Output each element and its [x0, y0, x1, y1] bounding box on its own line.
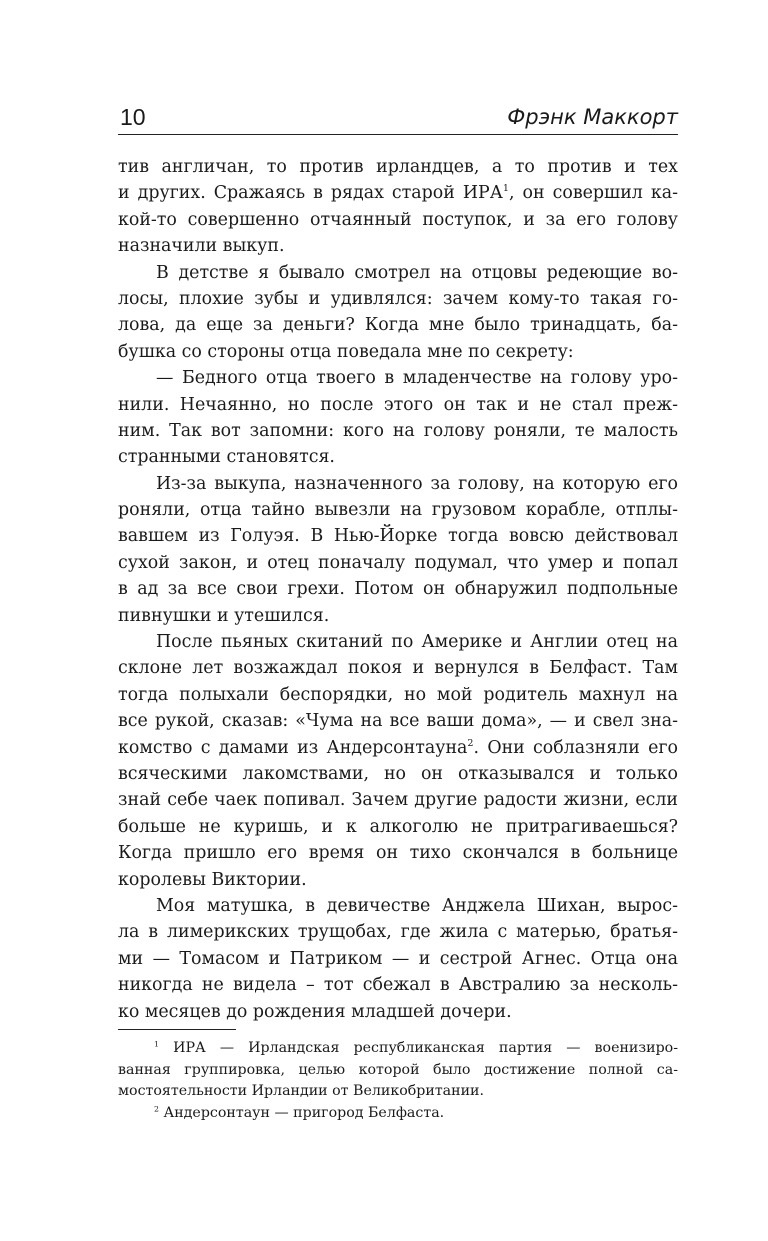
text-line: знай себе чаек попивал. Зачем другие радости жизни, если	[118, 790, 678, 811]
text-line: никогда не видела – тот сбежал в Австралию за несколь-	[118, 975, 678, 996]
text-line: назначили выкуп.	[118, 236, 285, 257]
text-segment: ИРА — Ирландская республиканская партия — военизиро-	[173, 1040, 678, 1056]
main-text	[118, 154, 678, 1025]
footnote-line: ванная группировка, целью которой было достижение полной са-	[118, 1061, 678, 1078]
text-line: королевы Виктории.	[118, 869, 307, 890]
text-line: кой-то совершенно отчаянный поступок, и за его голову	[118, 209, 678, 230]
paragraph-first-line: В детстве я бывало смотрел на отцовы редеющие во-	[156, 262, 678, 283]
text-line: ко месяцев до рождения младшей дочери.	[118, 1001, 512, 1022]
paragraph-first-line: Из-за выкупа, назначенного за голову, на которую его	[156, 473, 678, 494]
text-segment: комство с дамами из Андерсонтауна	[118, 737, 468, 758]
text-segment: , он совершил ка-	[509, 183, 678, 204]
footnote-line: мостоятельности Ирландии от Великобритании.	[118, 1083, 485, 1100]
running-title: Фрэнк Маккорт	[507, 105, 678, 129]
text-line: в ад за все свои грехи. Потом он обнаружил подпольные	[118, 579, 678, 600]
text-line	[118, 735, 678, 761]
page-header	[118, 100, 678, 135]
footnote-mark: 1	[154, 1039, 159, 1049]
text-line: пивнушки и утешился.	[118, 605, 330, 626]
footnote-ref: 1	[502, 183, 509, 195]
text-line: всяческими лакомствами, но он отказывался и только	[118, 763, 678, 784]
text-line: тив англичан, то против ирландцев, а то против и тех	[118, 157, 678, 177]
text-line: ла в лимерикских трущобах, где жила с матерью, братья-	[118, 922, 678, 943]
text-line: ним. Так вот запомни: кого на голову роняли, те малость	[118, 420, 678, 441]
text-line: все рукой, сказав: «Чума на все ваши дома», — и свел зна-	[118, 711, 678, 732]
text-segment: и других. Сражаясь в рядах старой ИРА	[118, 183, 503, 204]
text-line: лова, да еще за деньги? Когда мне было тринадцать, ба-	[118, 315, 678, 336]
text-line: лосы, плохие зубы и удивлялся: зачем кому-то такая го-	[118, 288, 678, 309]
text-line: роняли, отца тайно вывезли на грузовом корабле, отплы-	[118, 500, 678, 521]
text-line: бушка со стороны отца поведала мне по секрету:	[118, 341, 574, 362]
footnotes	[118, 1038, 678, 1124]
paragraph-first-line: — Бедного отца твоего в младенчестве на голову уро-	[156, 368, 678, 389]
text-line: склоне лет возжаждал покоя и вернулся в Белфаст. Там	[118, 658, 678, 679]
text-line	[118, 180, 678, 206]
footnote-ref: 2	[467, 737, 474, 749]
text-line: Когда пришло его время он тихо скончался в больнице	[118, 843, 678, 864]
text-line: странными становятся.	[118, 447, 335, 468]
text-line: больше не куришь, и к алкоголю не притрагиваешься?	[118, 816, 678, 837]
text-line: вавшем из Голуэя. В Нью-Йорке тогда вовсю действовал	[118, 526, 678, 547]
text-line: тогда полыхали беспорядки, но мой родитель махнул на	[118, 684, 678, 705]
footnote-line	[118, 1103, 678, 1125]
text-segment: Андерсонтаун — пригород Белфаста.	[163, 1104, 445, 1121]
text-line: ми — Томасом и Патриком — и сестрой Агнес. Отца она	[118, 948, 678, 969]
paragraph-first-line: Моя матушка, в девичестве Анджела Шихан, вырос-	[156, 895, 678, 916]
text-line: сухой закон, и отец поначалу подумал, что умер и попал	[118, 552, 678, 573]
text-line: нили. Нечаянно, но после этого он так и не стал преж-	[118, 394, 678, 415]
footnote-separator	[118, 1029, 236, 1030]
page-number: 10	[120, 104, 146, 130]
footnote-line	[118, 1038, 678, 1060]
footnote-mark: 2	[154, 1104, 159, 1114]
paragraph-first-line: После пьяных скитаний по Америке и Англии отец на	[156, 632, 678, 653]
text-segment: . Они соблазняли его	[473, 737, 678, 758]
